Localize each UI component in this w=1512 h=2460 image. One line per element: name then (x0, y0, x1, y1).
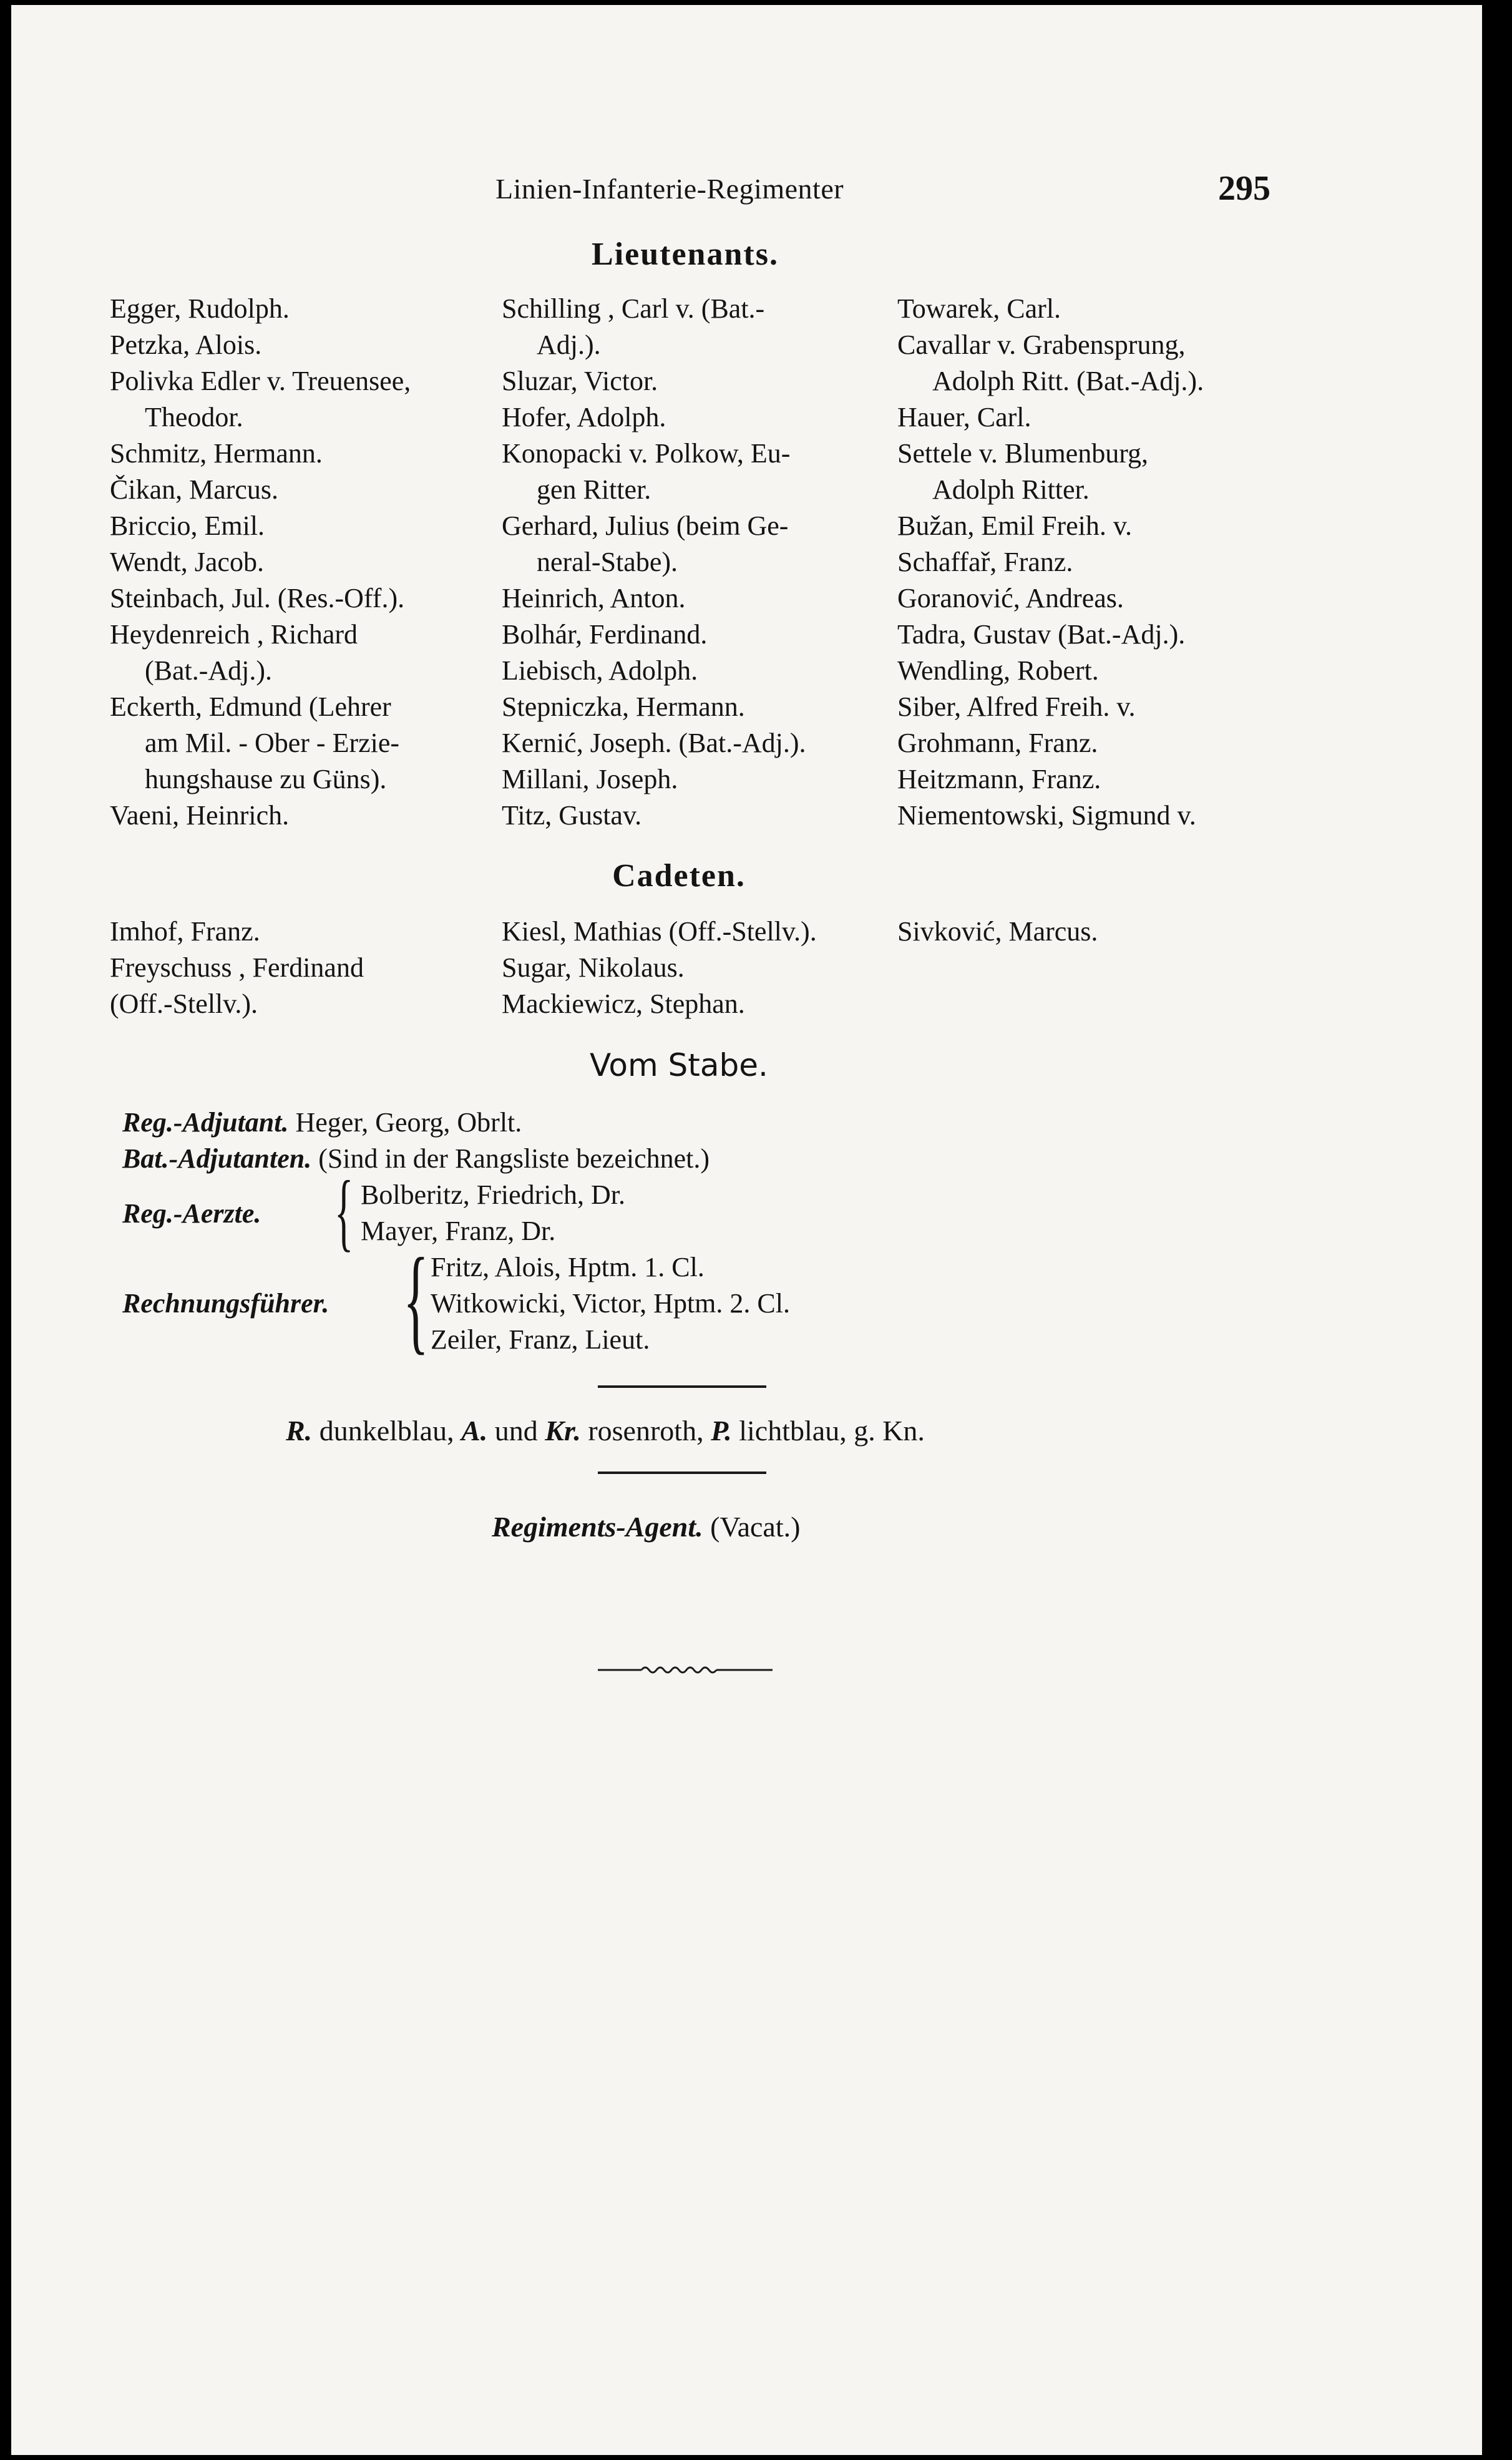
list-item: Sivković, Marcus. (897, 916, 1098, 947)
list-item: Schmitz, Hermann. (110, 438, 323, 469)
rechnungsfuehrer-label: Rechnungsführer. (122, 1288, 329, 1319)
list-item: Heitzmann, Franz. (897, 764, 1101, 794)
cadets-heading: Cadeten. (612, 858, 746, 894)
staff-heading: Vom Stabe. (590, 1047, 768, 1083)
list-item: (Off.-Stellv.). (110, 988, 258, 1019)
list-item: Bolhár, Ferdinand. (502, 619, 708, 650)
page-number: 295 (1218, 169, 1271, 208)
list-item: Millani, Joseph. (502, 764, 678, 794)
bat-adjutanten-row (122, 1141, 710, 1177)
reg-aerzte-list (361, 1177, 625, 1249)
uniform-r: R. (286, 1415, 313, 1447)
regiments-agent-row (492, 1509, 800, 1545)
list-item: Briccio, Emil. (110, 510, 265, 541)
list-item: (Bat.-Adj.). (145, 655, 273, 686)
book-page (11, 5, 1482, 2455)
list-item: Hofer, Adolph. (502, 402, 666, 432)
brace-icon: { (403, 1234, 429, 1365)
reg-adjutant-row (122, 1105, 522, 1141)
list-item: Liebisch, Adolph. (502, 655, 698, 686)
list-item: hungshause zu Güns). (145, 764, 387, 794)
list-item: Wendling, Robert. (897, 655, 1099, 686)
list-item: Kernić, Joseph. (Bat.-Adj.). (502, 728, 806, 758)
list-item: Hauer, Carl. (897, 402, 1032, 432)
cadets-column-1 (110, 914, 478, 1022)
lieutenants-column-3 (897, 291, 1297, 834)
lieutenants-column-1 (110, 291, 478, 834)
cadets-column-3 (897, 914, 1297, 950)
list-item: Adj.). (537, 329, 601, 360)
reg-adjutant-value: Heger, Georg, Obrlt. (295, 1107, 522, 1138)
list-item: Schilling , Carl v. (Bat.- (502, 293, 765, 324)
bat-adjutanten-value: (Sind in der Rangsliste bezeichnet.) (318, 1143, 710, 1174)
regiments-agent-value: (Vacat.) (710, 1511, 801, 1543)
list-item: am Mil. - Ober - Erzie- (145, 728, 400, 758)
list-item: Niementowski, Sigmund v. (897, 800, 1196, 831)
list-item: Sugar, Nikolaus. (502, 952, 685, 983)
list-item: Titz, Gustav. (502, 800, 642, 831)
list-item: Vaeni, Heinrich. (110, 800, 290, 831)
list-item: Heydenreich , Richard (110, 619, 358, 650)
list-item: Polivka Edler v. Treuensee, (110, 366, 411, 396)
uniform-r-text: dunkelblau, (319, 1415, 454, 1447)
divider (598, 1385, 766, 1388)
list-item: Adolph Ritt. (Bat.-Adj.). (932, 366, 1204, 396)
bat-adjutanten-label: Bat.-Adjutanten. (122, 1143, 312, 1174)
list-item: Petzka, Alois. (110, 329, 262, 360)
list-item: Egger, Rudolph. (110, 293, 290, 324)
uniform-line (286, 1413, 925, 1449)
rechnungsfuehrer-list (431, 1249, 790, 1358)
running-head: Linien-Infanterie-Regimenter (495, 173, 844, 205)
uniform-a: A. (461, 1415, 488, 1447)
list-item: Imhof, Franz. (110, 916, 260, 947)
list-item: Zeiler, Franz, Lieut. (431, 1324, 650, 1355)
uniform-p: P. (711, 1415, 732, 1447)
list-item: Tadra, Gustav (Bat.-Adj.). (897, 619, 1186, 650)
reg-aerzte-label: Reg.-Aerzte. (122, 1198, 261, 1229)
list-item: Kiesl, Mathias (Off.-Stellv.). (502, 916, 817, 947)
list-item: Witkowicki, Victor, Hptm. 2. Cl. (431, 1288, 790, 1319)
list-item: Čikan, Marcus. (110, 474, 279, 505)
list-item: Siber, Alfred Freih. v. (897, 691, 1136, 722)
list-item: Freyschuss , Ferdinand (110, 952, 364, 983)
list-item: Adolph Ritter. (932, 474, 1090, 505)
list-item: Stepniczka, Hermann. (502, 691, 745, 722)
reg-adjutant-label: Reg.-Adjutant. (122, 1107, 289, 1138)
list-item: Sluzar, Victor. (502, 366, 658, 396)
lieutenants-column-2 (502, 291, 882, 834)
list-item: Mayer, Franz, Dr. (361, 1216, 556, 1246)
list-item: Konopacki v. Polkow, Eu- (502, 438, 791, 469)
list-item: Mackiewicz, Stephan. (502, 988, 745, 1019)
list-item: Wendt, Jacob. (110, 547, 264, 577)
uniform-p-text: lichtblau, g. Kn. (739, 1415, 925, 1447)
brace-icon: { (334, 1163, 354, 1260)
list-item: Cavallar v. Grabensprung, (897, 329, 1186, 360)
list-item: Heinrich, Anton. (502, 583, 686, 613)
uniform-kr-text: rosenroth, (588, 1415, 704, 1447)
list-item: Eckerth, Edmund (Lehrer (110, 691, 391, 722)
list-item: Bužan, Emil Freih. v. (897, 510, 1132, 541)
divider (598, 1472, 766, 1474)
list-item: Grohmann, Franz. (897, 728, 1098, 758)
list-item: Gerhard, Julius (beim Ge- (502, 510, 789, 541)
list-item: neral-Stabe). (537, 547, 678, 577)
uniform-und: und (494, 1415, 538, 1447)
list-item: Steinbach, Jul. (Res.-Off.). (110, 583, 405, 613)
end-ornament (598, 1661, 773, 1676)
lieutenants-heading: Lieutenants. (592, 237, 779, 272)
list-item: Bolberitz, Friedrich, Dr. (361, 1179, 626, 1210)
list-item: Fritz, Alois, Hptm. 1. Cl. (431, 1252, 705, 1282)
list-item: Theodor. (145, 402, 243, 432)
list-item: Settele v. Blumenburg, (897, 438, 1149, 469)
list-item: Goranović, Andreas. (897, 583, 1124, 613)
list-item: Schaffař, Franz. (897, 547, 1073, 577)
list-item: Towarek, Carl. (897, 293, 1061, 324)
uniform-kr: Kr. (545, 1415, 581, 1447)
list-item: gen Ritter. (537, 474, 651, 505)
cadets-column-2 (502, 914, 882, 1022)
regiments-agent-label: Regiments-Agent. (492, 1511, 703, 1543)
